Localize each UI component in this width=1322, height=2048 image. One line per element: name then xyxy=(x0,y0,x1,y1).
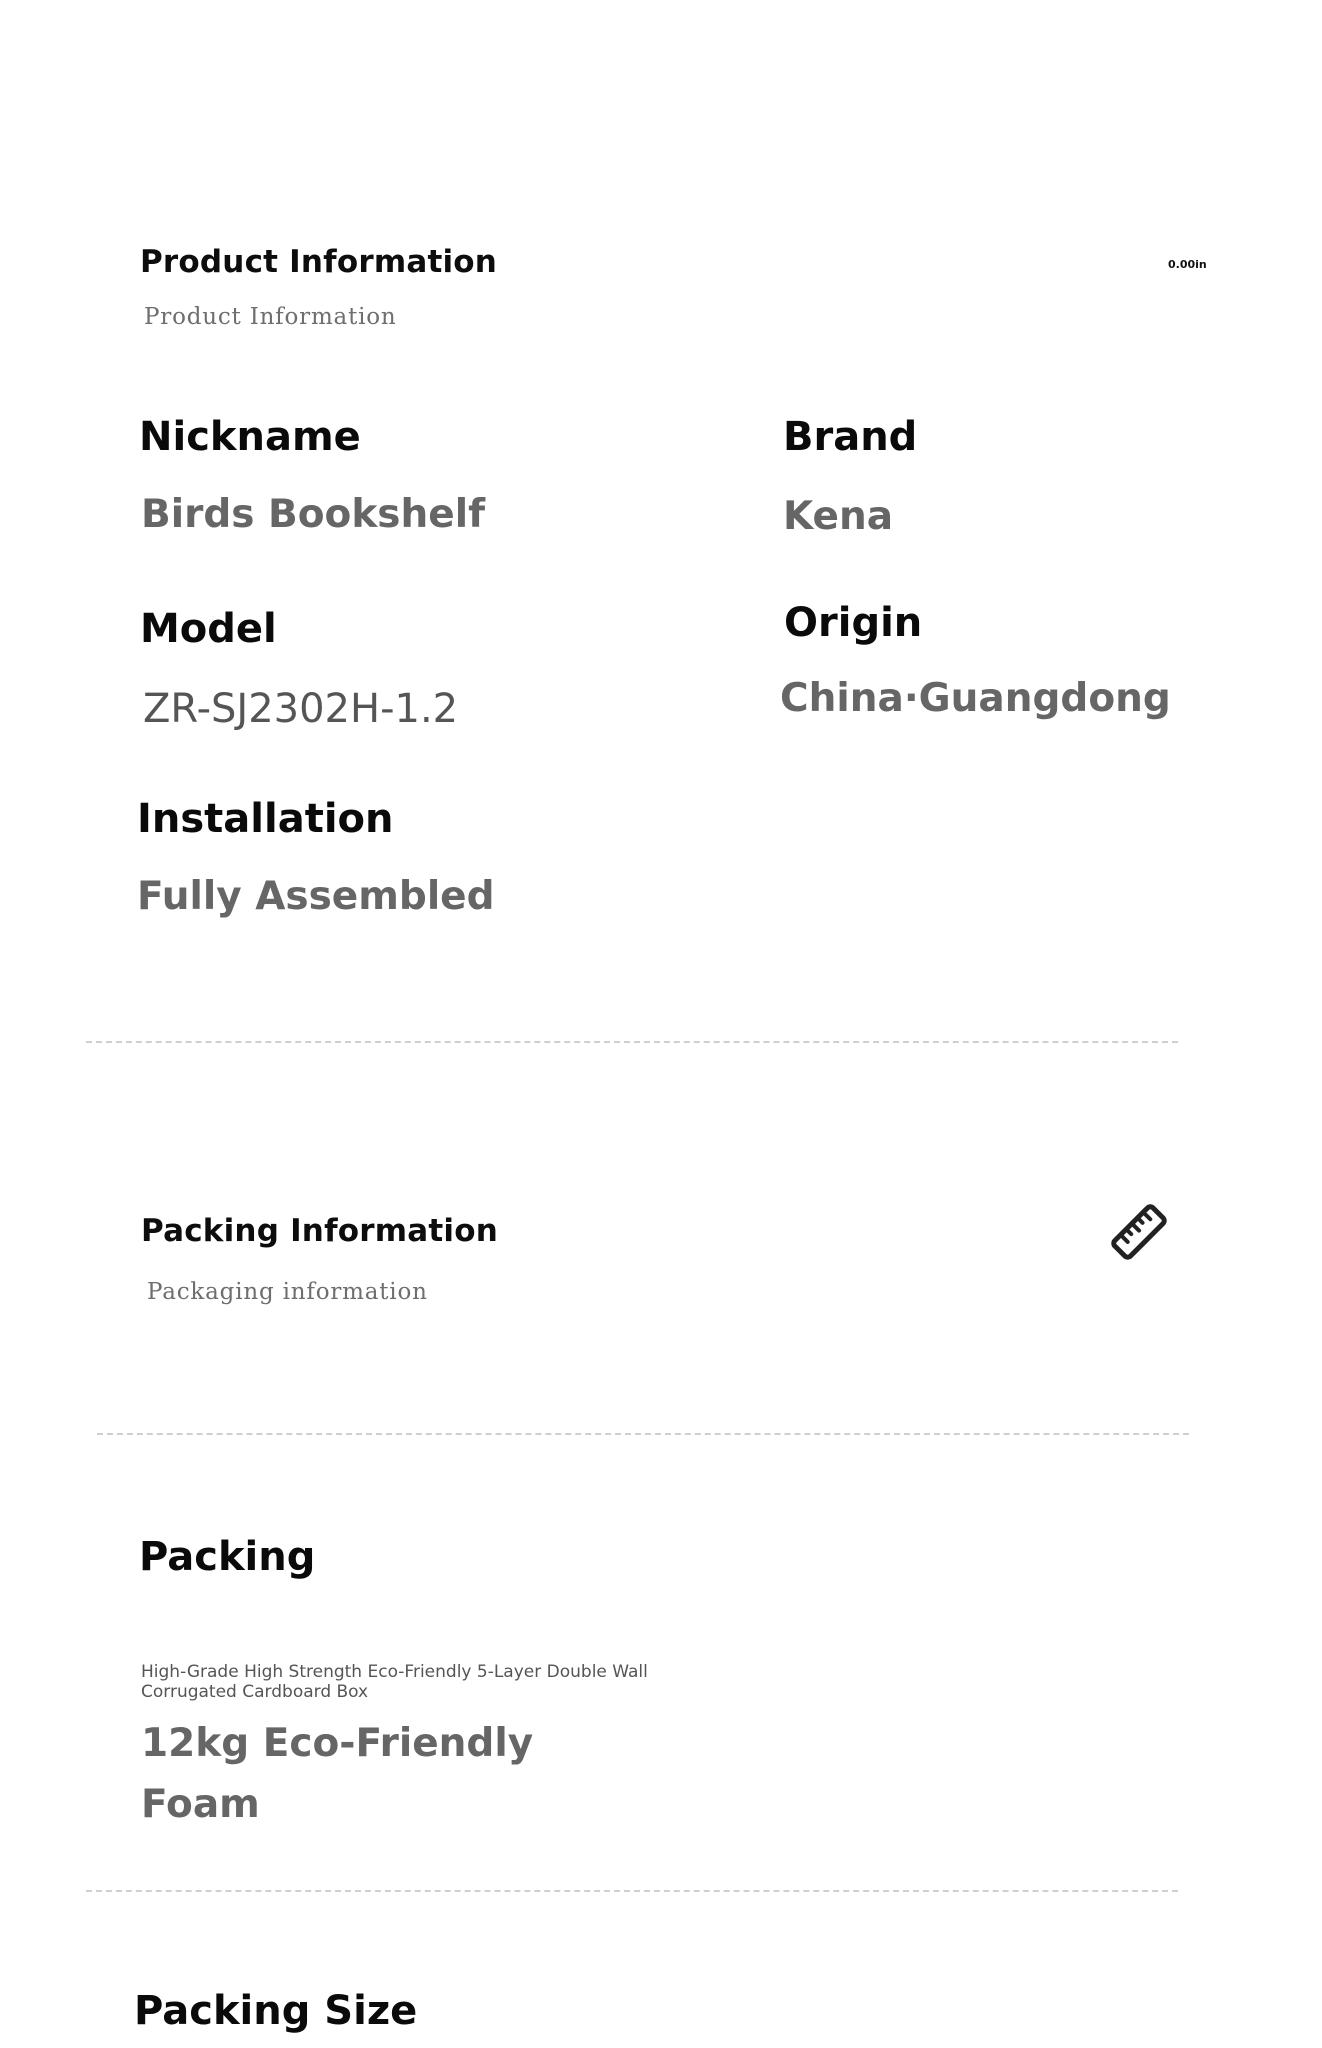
origin-value: China·Guangdong xyxy=(780,676,1171,721)
ruler-icon xyxy=(1106,1199,1172,1265)
section-divider xyxy=(97,1433,1189,1435)
brand-label: Brand xyxy=(783,414,918,460)
packing-info-subtitle: Packaging information xyxy=(147,1279,428,1305)
nickname-label: Nickname xyxy=(139,414,361,460)
model-label: Model xyxy=(140,606,277,652)
product-info-title: Product Information xyxy=(140,244,498,280)
packing-size-label: Packing Size xyxy=(134,1988,418,2034)
installation-label: Installation xyxy=(137,796,394,842)
section-divider xyxy=(86,1041,1178,1043)
model-value: ZR-SJ2302H-1.2 xyxy=(143,686,459,732)
packing-value: 12kg Eco-Friendly Foam xyxy=(141,1721,534,1827)
origin-label: Origin xyxy=(784,600,923,646)
unit-readout: 0.00in xyxy=(1168,258,1207,271)
brand-value: Kena xyxy=(783,494,894,539)
nickname-value: Birds Bookshelf xyxy=(141,492,486,537)
installation-value: Fully Assembled xyxy=(137,874,495,919)
packing-info-title: Packing Information xyxy=(141,1213,498,1249)
packing-label: Packing xyxy=(139,1534,316,1580)
product-info-subtitle: Product Information xyxy=(144,304,397,330)
packing-description: High-Grade High Strength Eco-Friendly 5-Layer Double Wall Corrugated Cardboard Box xyxy=(141,1662,648,1702)
section-divider xyxy=(86,1890,1178,1892)
